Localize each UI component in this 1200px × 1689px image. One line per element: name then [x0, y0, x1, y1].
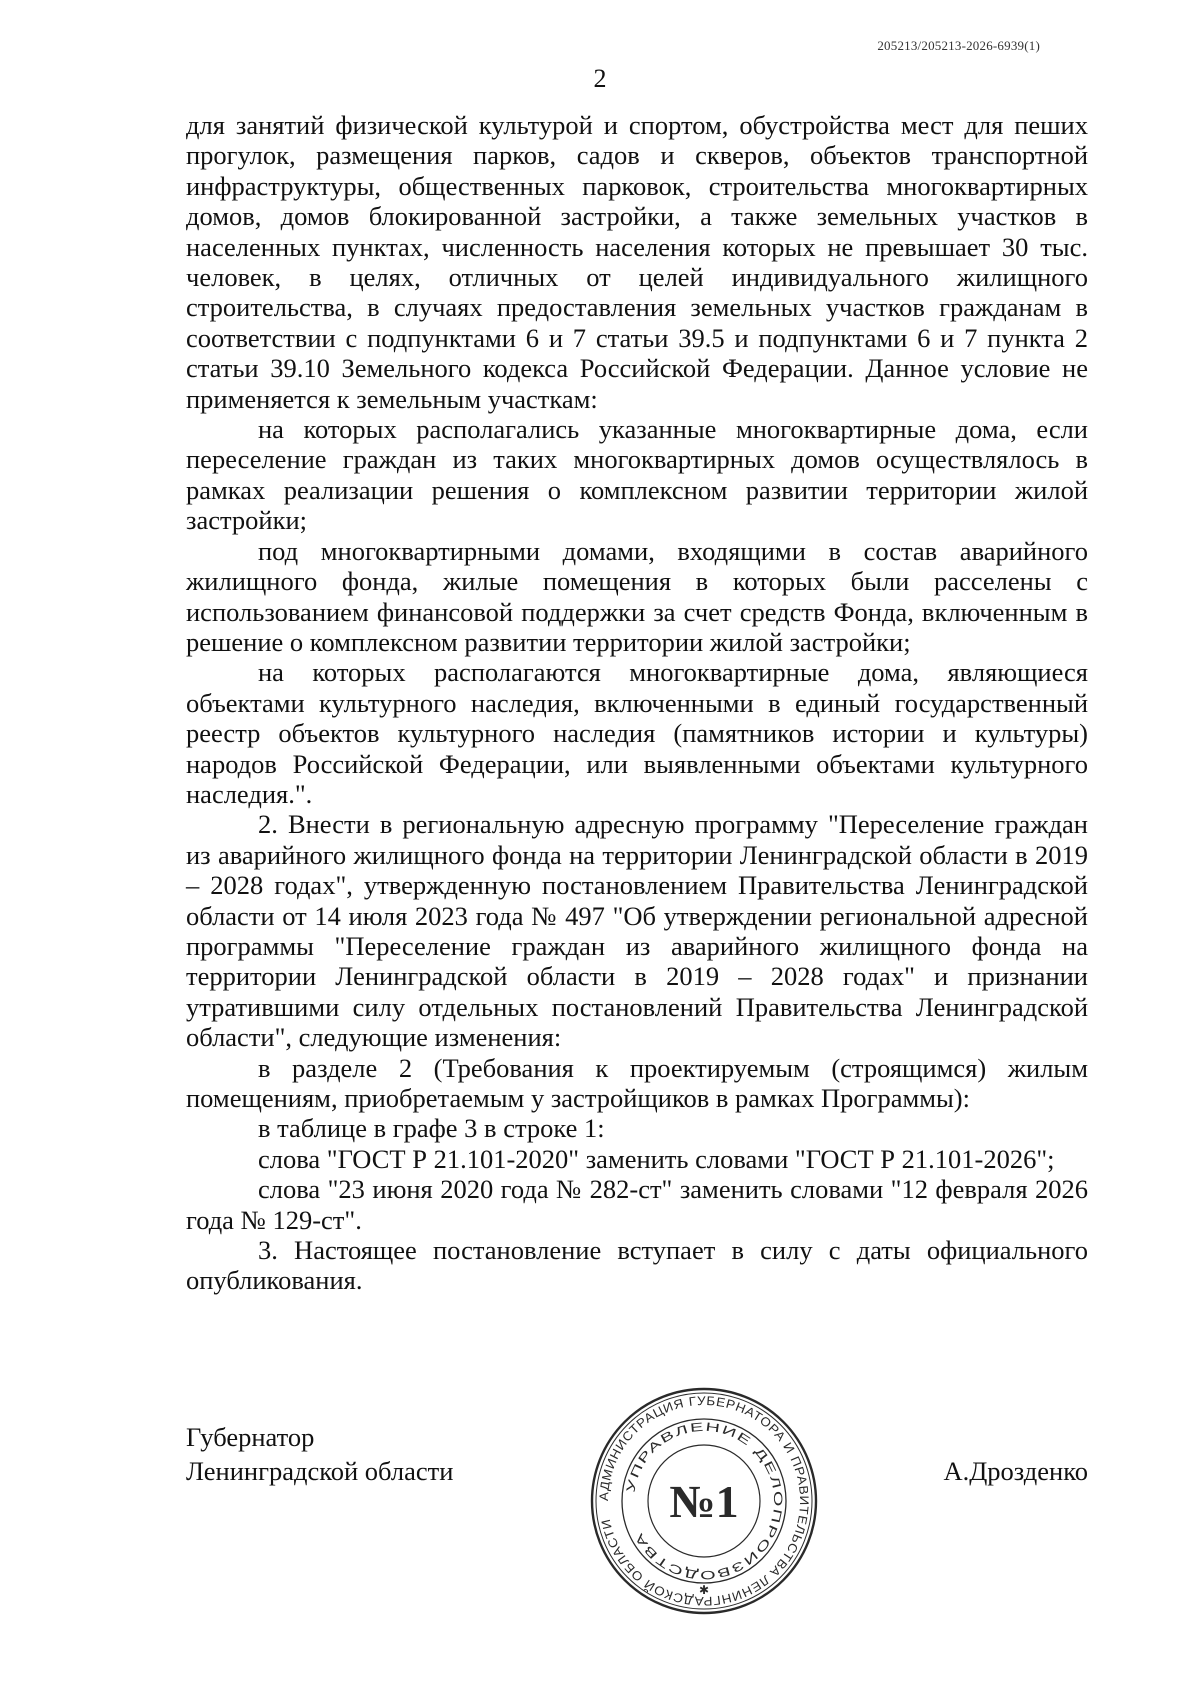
- paragraph: в таблице в графе 3 в строке 1:: [258, 1113, 605, 1144]
- seal-star-icon: ✱: [698, 1583, 710, 1597]
- official-seal-stamp: [589, 1386, 819, 1616]
- paragraph: для занятий физической культурой и спортом, обустройства мест для пеших прогулок, размещения парков, садов и скверов, объектов транспортной инфраструктуры, общественных парковок, строительства многоквартирных домов, домов блокированной застройки, а также земельных участков в населенных пунктах, численность населения которых не превышает 30 тыс. человек, в целях, отличных от целей индивидуального жилищного строительства, в случаях предоставления земельных участков гражданам в соответствии с подпунктами 6 и 7 статьи 39.5 и подпунктами 6 и 7 пункта 2 статьи 39.10 Земельного кодекса Российской Федерации. Данное условие не применяется к земельным участкам:: [186, 110, 1088, 414]
- signatory-title-line: Губернатор: [186, 1422, 315, 1452]
- document-body: [186, 110, 1088, 1296]
- paragraph: в разделе 2 (Требования к проектируемым (строящимся) жилым помещениям, приобретаемым у застройщиков в рамках Программы):: [186, 1052, 1088, 1113]
- paragraph: 2. Внести в региональную адресную программу "Переселение граждан из аварийного жилищного фонда на территории Ленинградской области в 2019 – 2028 годах", утвержденную постановлением Правительства Ленинградской области от 14 июля 2023 года № 497 "Об утверждении региональной адресной программы "Переселение граждан из аварийного жилищного фонда на территории Ленинградской области в 2019 – 2028 годах" и признании утратившими силу отдельных постановлений Правительства Ленинградской области", следующие изменения:: [186, 809, 1088, 1053]
- document-id: 205213/205213-2026-6939(1): [877, 38, 1040, 53]
- paragraph: на которых располагались указанные многоквартирные дома, если переселение граждан из таких многоквартирных домов осуществлялось в рамках реализации решения о комплексном развитии территории жилой застройки;: [186, 414, 1088, 536]
- signature-block: [186, 1393, 1088, 1640]
- seal-outer-text: АДМИНИСТРАЦИЯ ГУБЕРНАТОРА И ПРАВИТЕЛЬСТВА ЛЕНИНГРАДСКОЙ ОБЛАСТИ: [596, 1393, 812, 1609]
- paragraph: на которых располагаются многоквартирные дома, являющиеся объектами культурного наследия, включенными в единый государственный реестр объектов культурного наследия (памятников истории и культуры) народов Российской Федерации, или выявленными объектами культурного наследия.".: [186, 657, 1088, 809]
- signatory-title-line: Ленинградской области: [186, 1456, 454, 1486]
- paragraph: 3. Настоящее постановление вступает в силу с даты официального опубликования.: [186, 1235, 1088, 1296]
- paragraph: слова "ГОСТ Р 21.101-2020" заменить словами "ГОСТ Р 21.101-2026";: [258, 1143, 1055, 1174]
- signatory-name: А.Дрозденко: [943, 1456, 1088, 1486]
- signatory-title: [186, 1420, 453, 1488]
- page-number: 2: [593, 64, 607, 93]
- paragraph: слова "23 июня 2020 года № 282-ст" заменить словами "12 февраля 2026 года № 129-ст".: [186, 1174, 1088, 1235]
- seal-inner-text: УПРАВЛЕНИЕ ДЕЛОПРОИЗВОДСТВА: [623, 1419, 786, 1583]
- seal-center-number: №1: [669, 1476, 739, 1527]
- paragraph: под многоквартирными домами, входящими в состав аварийного жилищного фонда, жилые помещения в которых были расселены с использованием финансовой поддержки за счет средств Фонда, включенным в решение о комплексном развитии территории жилой застройки;: [186, 535, 1088, 657]
